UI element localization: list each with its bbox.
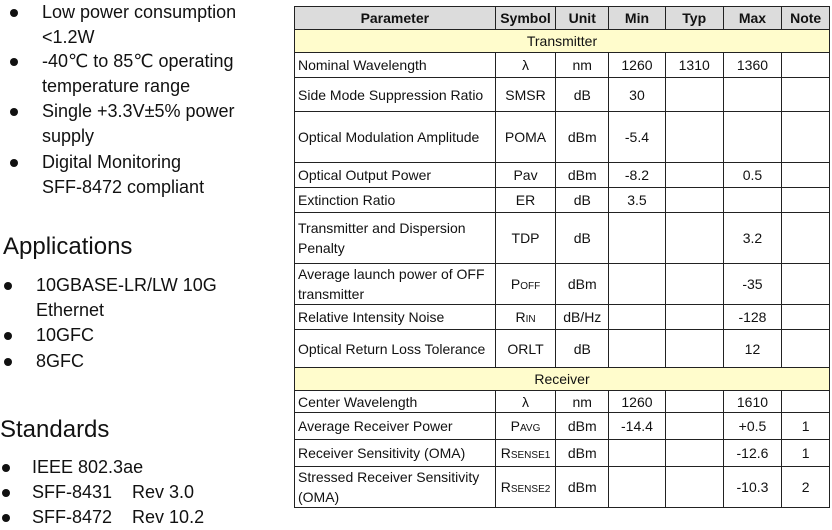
symbol-subscript: SENSE2	[510, 484, 551, 495]
cell-note	[782, 213, 830, 264]
cell-typ	[665, 188, 723, 213]
cell-param: Receiver Sensitivity (OMA)	[295, 440, 496, 467]
cell-param: Extinction Ratio	[295, 188, 496, 213]
table-row	[295, 213, 830, 264]
cell-symbol: POMA	[495, 112, 556, 163]
bullet-icon	[4, 332, 12, 340]
cell-param: Optical Output Power	[295, 163, 496, 188]
cell-typ: 1310	[665, 53, 723, 78]
standards-heading: Standards	[0, 416, 110, 443]
column-header: Min	[609, 7, 666, 30]
table-header-row	[295, 7, 830, 30]
column-header: Symbol	[495, 7, 556, 30]
bullet-icon	[4, 358, 12, 366]
bullet-icon	[2, 514, 10, 522]
cell-unit: dB	[556, 213, 609, 264]
section-label: Transmitter	[295, 30, 830, 53]
cell-note	[782, 264, 830, 305]
cell-max: 1610	[723, 391, 782, 413]
table-row	[295, 305, 830, 330]
cell-symbol: ER	[495, 188, 556, 213]
symbol-subscript: IN	[525, 314, 536, 325]
list-item: -40℃ to 85℃ operating temperature range	[42, 49, 234, 99]
cell-param: Average Receiver Power	[295, 413, 496, 440]
cell-symbol: ORLT	[495, 330, 556, 368]
cell-min: 30	[609, 78, 666, 112]
cell-unit: dBm	[556, 264, 609, 305]
cell-max: 3.2	[723, 213, 782, 264]
cell-min: -8.2	[609, 163, 666, 188]
cell-param: Center Wavelength	[295, 391, 496, 413]
cell-symbol	[495, 440, 556, 467]
cell-unit: dB	[556, 78, 609, 112]
cell-typ	[665, 78, 723, 112]
list-item: Single +3.3V±5% power supply	[42, 99, 235, 149]
bullet-icon	[2, 489, 10, 497]
cell-unit: dB/Hz	[556, 305, 609, 330]
section-label: Receiver	[295, 368, 830, 391]
cell-unit: nm	[556, 391, 609, 413]
column-header: Max	[723, 7, 782, 30]
left-column	[0, 0, 290, 526]
cell-min: -5.4	[609, 112, 666, 163]
cell-unit: dBm	[556, 163, 609, 188]
cell-note	[782, 112, 830, 163]
cell-typ	[665, 305, 723, 330]
cell-typ	[665, 264, 723, 305]
cell-unit: dBm	[556, 440, 609, 467]
table-row	[295, 330, 830, 368]
cell-unit: dB	[556, 188, 609, 213]
cell-max	[723, 78, 782, 112]
cell-min: -14.4	[609, 413, 666, 440]
cell-typ	[665, 330, 723, 368]
list-item: 10GBASE-LR/LW 10G Ethernet	[36, 273, 217, 323]
cell-symbol	[495, 413, 556, 440]
section-band-transmitter	[295, 30, 830, 53]
bullet-icon	[10, 108, 18, 116]
cell-param: Average launch power of OFF transmitter	[295, 264, 496, 305]
table-row	[295, 264, 830, 305]
cell-min	[609, 440, 666, 467]
cell-symbol: Pav	[495, 163, 556, 188]
cell-max: 12	[723, 330, 782, 368]
table-row	[295, 53, 830, 78]
cell-min	[609, 305, 666, 330]
list-item: SFF-8431 Rev 3.0	[32, 480, 194, 505]
cell-symbol	[495, 264, 556, 305]
cell-min	[609, 213, 666, 264]
specifications-table	[294, 6, 830, 508]
cell-note: 1	[782, 413, 830, 440]
table-row	[295, 112, 830, 163]
table-body	[295, 30, 830, 508]
list-item: Low power consumption <1.2W	[42, 0, 236, 50]
symbol-text: R	[515, 309, 526, 325]
cell-typ	[665, 391, 723, 413]
cell-param: Stressed Receiver Sensitivity (OMA)	[295, 467, 496, 508]
cell-max: 0.5	[723, 163, 782, 188]
column-header: Parameter	[295, 7, 496, 30]
symbol-subscript: AVG	[519, 423, 541, 434]
cell-min: 3.5	[609, 188, 666, 213]
symbol-text: P	[510, 276, 521, 292]
cell-typ	[665, 112, 723, 163]
symbol-text: P	[510, 418, 520, 434]
cell-unit: dBm	[556, 467, 609, 508]
cell-symbol: SMSR	[495, 78, 556, 112]
symbol-subscript: OFF	[520, 281, 541, 292]
cell-note: 2	[782, 467, 830, 508]
table-row	[295, 467, 830, 508]
table-row	[295, 440, 830, 467]
cell-typ	[665, 213, 723, 264]
section-band-receiver	[295, 368, 830, 391]
table-row	[295, 413, 830, 440]
cell-max: -128	[723, 305, 782, 330]
cell-param: Nominal Wavelength	[295, 53, 496, 78]
cell-note	[782, 53, 830, 78]
cell-typ	[665, 163, 723, 188]
cell-min	[609, 330, 666, 368]
list-item: Digital Monitoring SFF-8472 compliant	[42, 150, 204, 200]
cell-note	[782, 188, 830, 213]
cell-param: Optical Return Loss Tolerance	[295, 330, 496, 368]
cell-typ	[665, 440, 723, 467]
bullet-icon	[4, 282, 12, 290]
applications-heading: Applications	[3, 233, 133, 260]
cell-symbol: λ	[495, 53, 556, 78]
cell-symbol	[495, 305, 556, 330]
cell-typ	[665, 413, 723, 440]
column-header: Typ	[665, 7, 723, 30]
bullet-icon	[2, 464, 10, 472]
cell-param: Relative Intensity Noise	[295, 305, 496, 330]
cell-note	[782, 163, 830, 188]
table-row	[295, 188, 830, 213]
bullet-icon	[10, 9, 18, 17]
cell-note	[782, 391, 830, 413]
cell-unit: dBm	[556, 112, 609, 163]
bullet-icon	[10, 58, 18, 66]
cell-max: -12.6	[723, 440, 782, 467]
cell-unit: dB	[556, 330, 609, 368]
cell-min	[609, 467, 666, 508]
cell-note	[782, 78, 830, 112]
column-header: Unit	[556, 7, 609, 30]
cell-max: -10.3	[723, 467, 782, 508]
cell-max	[723, 112, 782, 163]
cell-note	[782, 305, 830, 330]
cell-unit: nm	[556, 53, 609, 78]
column-header: Note	[782, 7, 830, 30]
cell-typ	[665, 467, 723, 508]
table-row	[295, 391, 830, 413]
cell-min: 1260	[609, 53, 666, 78]
bullet-icon	[10, 159, 18, 167]
cell-symbol: TDP	[495, 213, 556, 264]
cell-param: Optical Modulation Amplitude	[295, 112, 496, 163]
cell-note: 1	[782, 440, 830, 467]
list-item: 8GFC	[36, 349, 84, 374]
cell-max: +0.5	[723, 413, 782, 440]
cell-min	[609, 264, 666, 305]
list-item: 10GFC	[36, 323, 94, 348]
symbol-subscript: SENSE1	[510, 450, 551, 461]
list-item: SFF-8472 Rev 10.2	[32, 505, 204, 530]
symbol-text: R	[500, 445, 511, 461]
cell-param: Transmitter and Dispersion Penalty	[295, 213, 496, 264]
cell-max: -35	[723, 264, 782, 305]
cell-symbol	[495, 467, 556, 508]
cell-symbol: λ	[495, 391, 556, 413]
list-item: IEEE 802.3ae	[32, 455, 143, 480]
cell-param: Side Mode Suppression Ratio	[295, 78, 496, 112]
symbol-text: R	[500, 479, 511, 495]
cell-note	[782, 330, 830, 368]
cell-unit: dBm	[556, 413, 609, 440]
cell-min: 1260	[609, 391, 666, 413]
cell-max: 1360	[723, 53, 782, 78]
table-row	[295, 163, 830, 188]
table-row	[295, 78, 830, 112]
cell-max	[723, 188, 782, 213]
